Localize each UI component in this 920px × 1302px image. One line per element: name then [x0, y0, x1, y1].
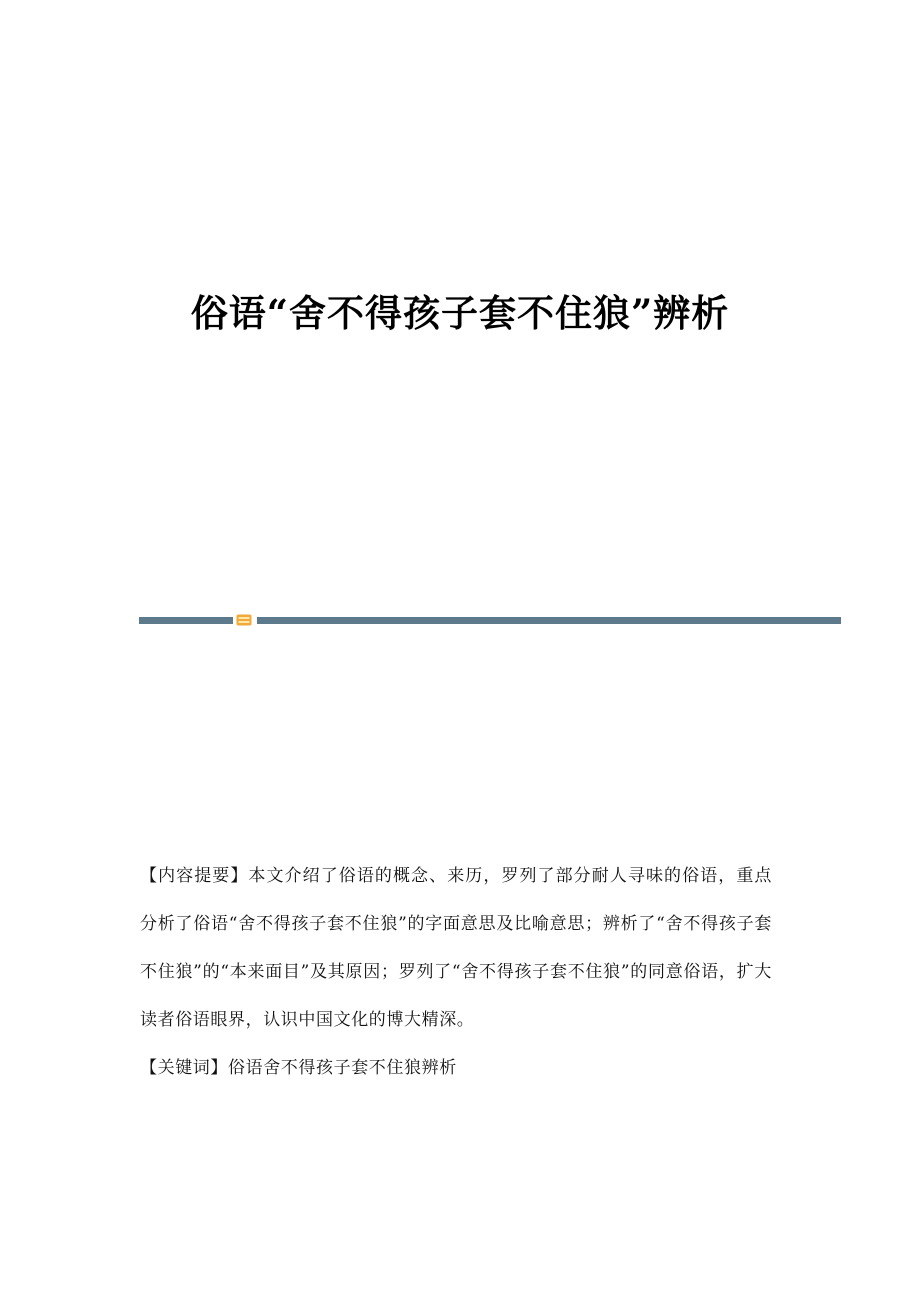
- document-title: 俗语“舍不得孩子套不住狼”辨析: [190, 290, 730, 335]
- pencil-badge-icon: [236, 614, 252, 626]
- abstract-text: 本文介绍了俗语的概念、来历，罗列了部分耐人寻味的俗语，重点分析了俗语“舍不得孩子套不住狼”的字面意思及比喻意思；辨析了“舍不得孩子套不住狼”的“本来面目”及其原因；罗列了“舍不得孩子套不住狼”的同意俗语，扩大读者俗语眼界，认识中国文化的博大精深。: [140, 866, 772, 1030]
- divider-bar-left: [139, 617, 233, 624]
- section-divider: [139, 613, 841, 627]
- abstract-paragraph: [140, 852, 772, 1044]
- divider-bar-right: [257, 617, 841, 624]
- abstract-label: 【内容提要】: [140, 866, 249, 886]
- keywords-text: 俗语舍不得孩子套不住狼辨析: [228, 1058, 457, 1078]
- keywords-label: 【关键词】: [140, 1058, 228, 1078]
- keywords-paragraph: [140, 1044, 772, 1092]
